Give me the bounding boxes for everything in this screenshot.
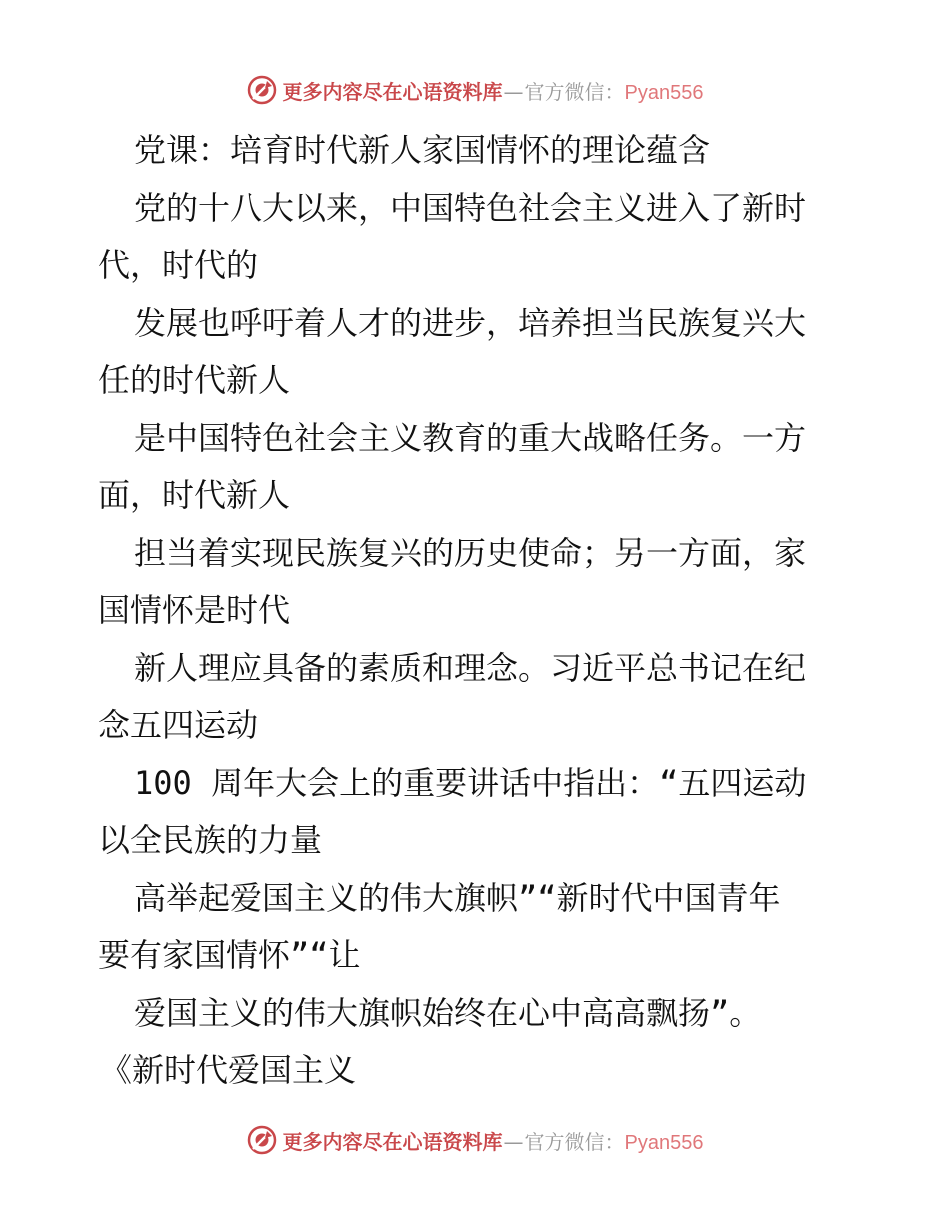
text-line: 高举起爱国主义的伟大旗帜”“新时代中国青年 (134, 878, 781, 917)
text-line: 发展也呼吁着人才的进步，培养担当民族复兴大 (134, 303, 807, 342)
banner-title: 更多内容尽在心语资料库 (282, 1129, 503, 1154)
text-line: 《新时代爱国主义 (100, 1051, 357, 1089)
text-line: 新人理应具备的素质和理念。习近平总书记在纪 (134, 648, 807, 687)
banner-title: 更多内容尽在心语资料库 (282, 79, 503, 104)
banner-wechat-label: 官方微信： (524, 1129, 625, 1154)
text-line: 任的时代新人 (98, 361, 291, 399)
footer-banner (0, 1120, 950, 1160)
banner-dash: — (503, 79, 524, 104)
banner-dash: — (503, 1129, 524, 1154)
document-body (98, 122, 858, 1100)
banner-wechat-label: 官方微信： (524, 79, 625, 104)
text-line: 爱国主义的伟大旗帜始终在心中高高飘扬”。 (134, 993, 762, 1032)
banner-wechat-handle: Pyan556 (624, 81, 704, 104)
text-line: 代，时代的 (98, 246, 259, 284)
brand-logo-icon (247, 1125, 277, 1155)
text-line: 担当着实现民族复兴的历史使命；另一方面，家 (134, 533, 807, 572)
text-line: 国情怀是时代 (98, 591, 291, 629)
brand-logo-icon (247, 75, 277, 105)
text-line: 以全民族的力量 (98, 821, 323, 859)
document-title: 党课：培育时代新人家国情怀的理论蕴含 (134, 131, 711, 169)
text-line: 面，时代新人 (98, 476, 291, 514)
text-line: 是中国特色社会主义教育的重大战略任务。一方 (134, 418, 807, 457)
banner-wechat-handle: Pyan556 (624, 1131, 704, 1154)
text-line: 要有家国情怀”“让 (98, 936, 361, 974)
text-line: 党的十八大以来，中国特色社会主义进入了新时 (134, 188, 807, 227)
text-line: 念五四运动 (98, 706, 259, 744)
header-banner (0, 70, 950, 110)
text-line: 100 周年大会上的重要讲话中指出：“五四运动 (134, 763, 807, 802)
